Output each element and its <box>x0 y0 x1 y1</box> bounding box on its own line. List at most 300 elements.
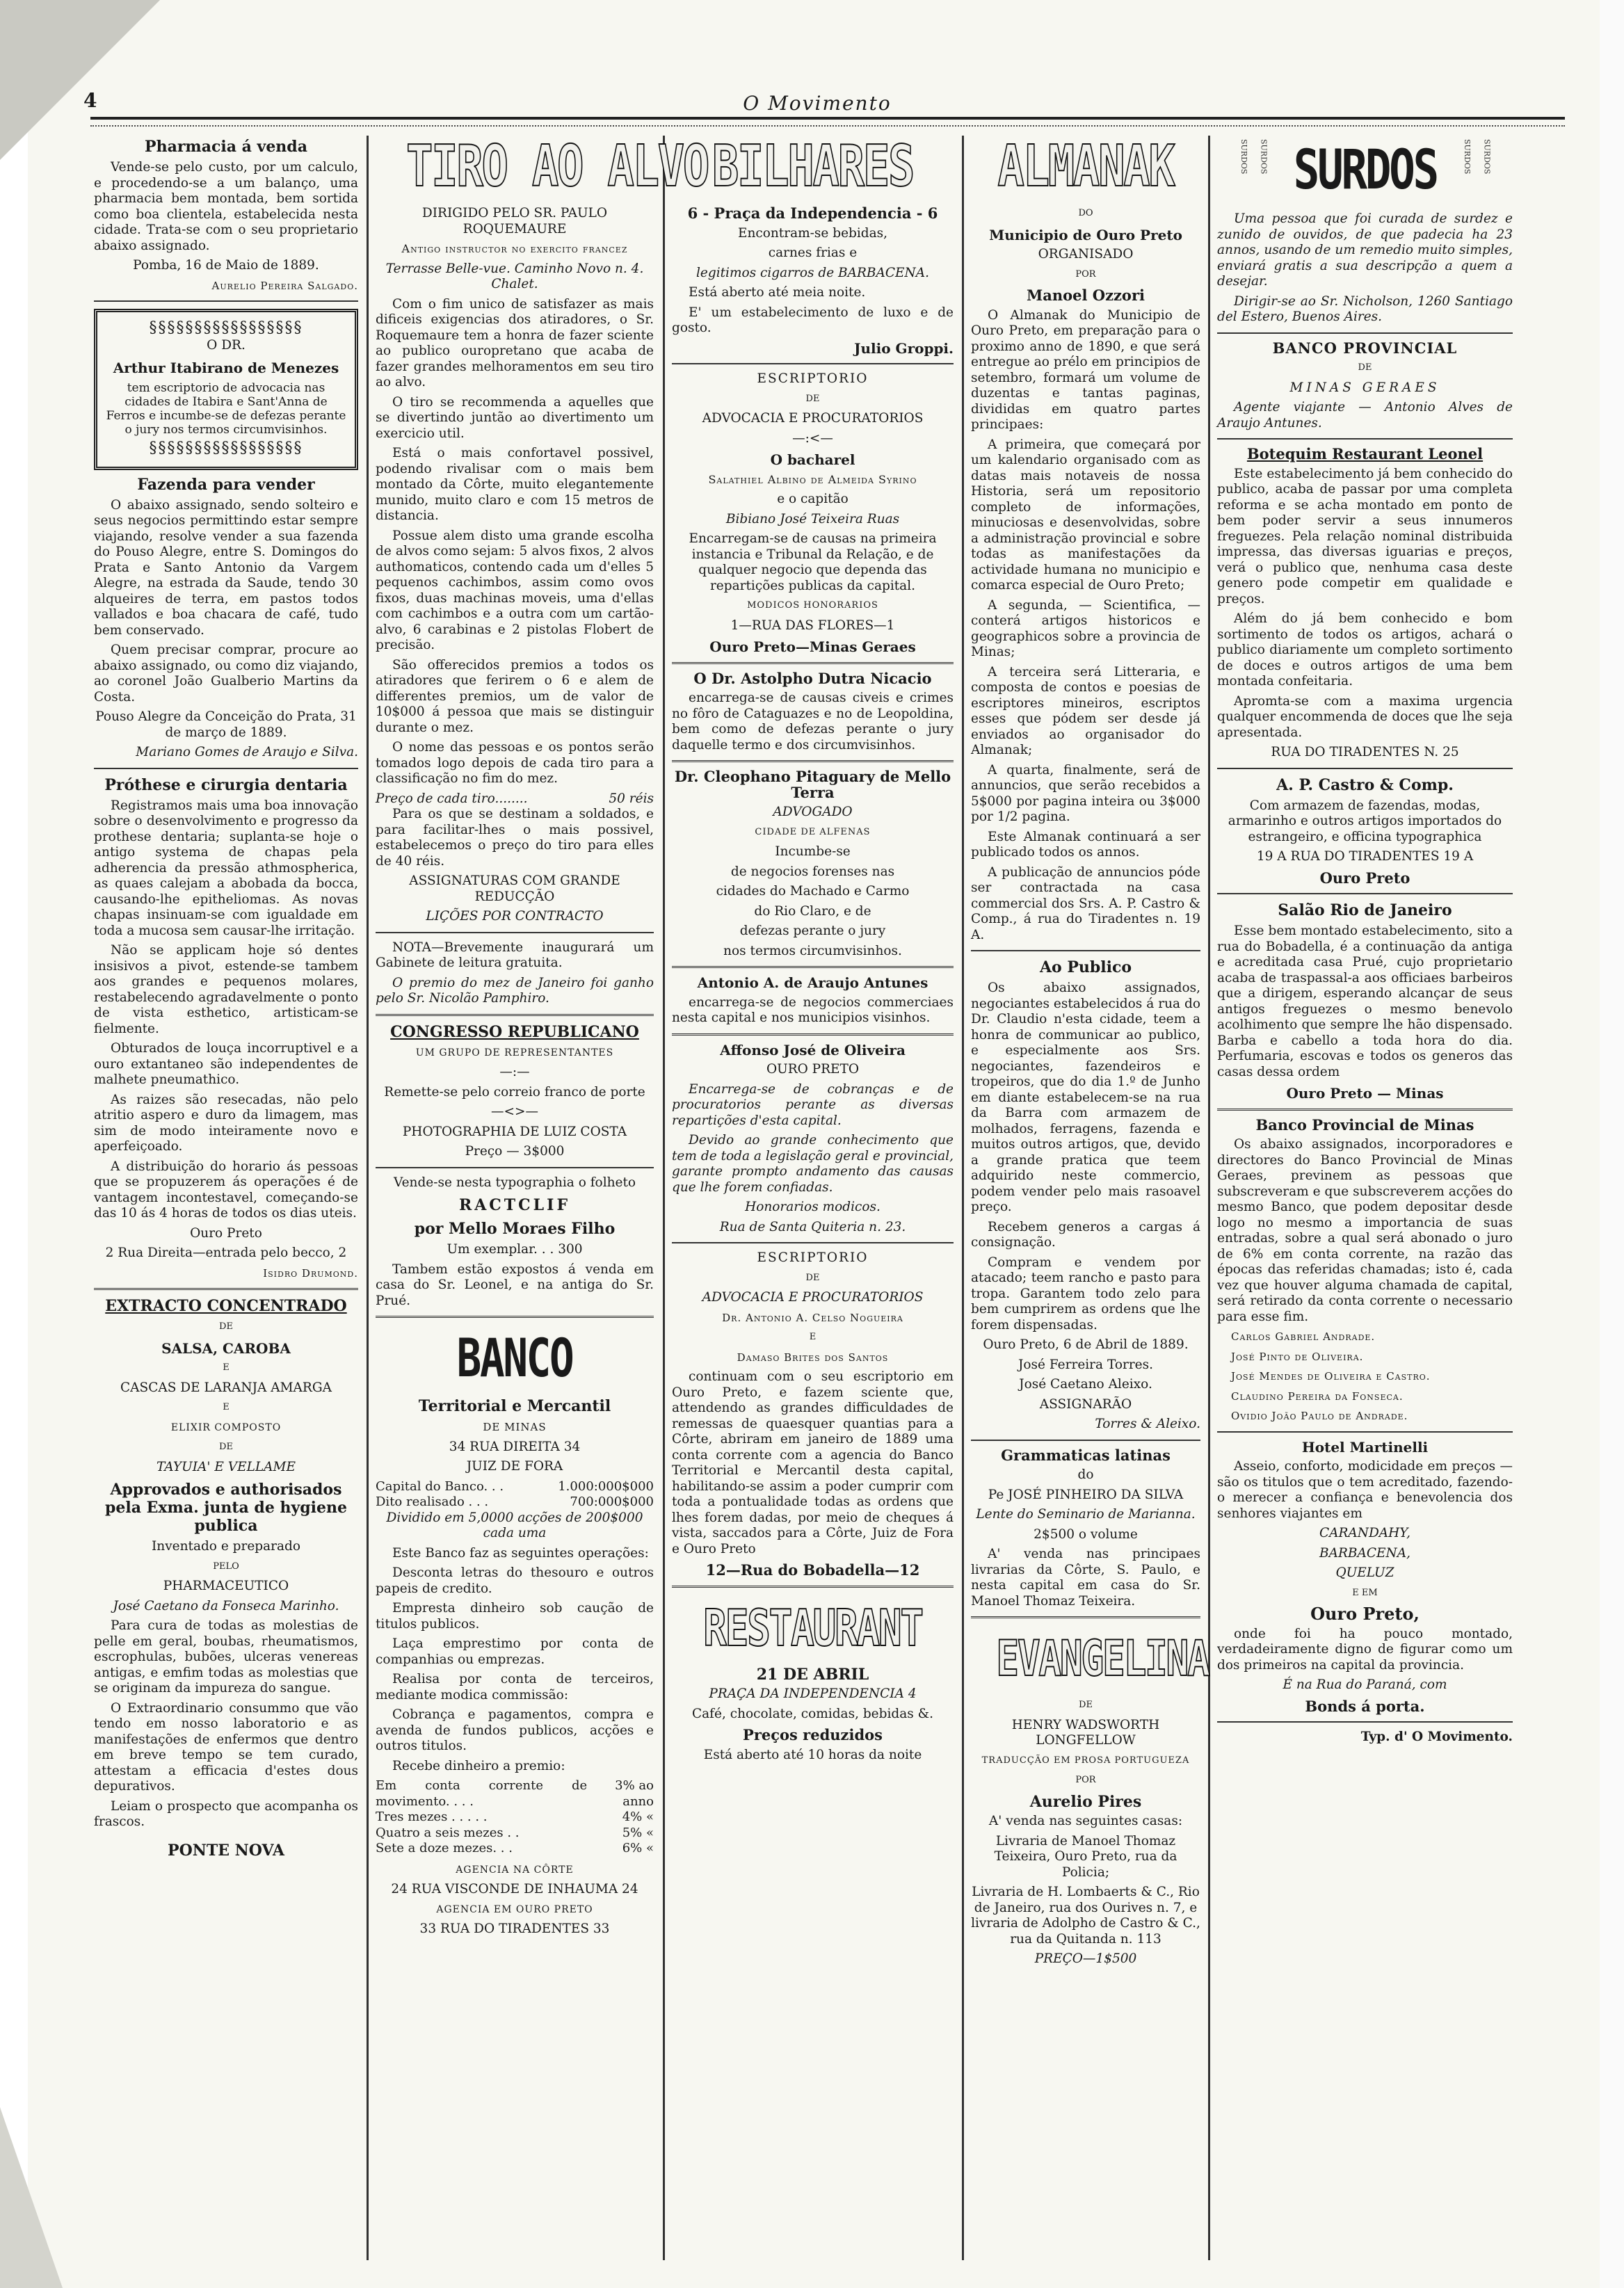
ad-text: de negocios forenses nas <box>730 864 895 879</box>
ad-text: JUIZ DE FORA <box>466 1459 563 1474</box>
ad-title: Pharmacia á venda <box>145 138 307 156</box>
table-cell: Tres mezes . . . . . <box>376 1810 488 1824</box>
ad-text: Bibiano José Teixeira Ruas <box>725 511 900 526</box>
ad-text: Café, chocolate, comidas, bebidas &. <box>692 1706 933 1721</box>
ad-body: O premio do mez de Janeiro foi ganho pelo Sr. Nicolão Pamphiro. <box>376 975 654 1006</box>
ad-text: RUA DO TIRADENTES N. 25 <box>1271 745 1459 759</box>
ad-body: A terceira será Litteraria, e composta de contos e poesias de escriptores mineiros, escriptos esses que pódem ser desde já enviados ao organisador do Almanak; <box>971 664 1200 757</box>
divider <box>1217 332 1513 334</box>
ad-text: MINAS GERAES <box>1289 380 1440 395</box>
ad-text: A' venda nas seguintes casas: <box>988 1814 1183 1828</box>
ad-signature: José Caetano Aleixo. <box>1019 1377 1152 1392</box>
ad-text: ELIXIR COMPOSTO <box>170 1421 282 1433</box>
ad-signature: Julio Groppi. <box>854 339 954 357</box>
ad-text: Encontram-se bebidas, <box>737 225 888 241</box>
divider <box>1217 1109 1513 1111</box>
ad-grammaticas <box>971 1448 1200 1610</box>
ad-text: DE <box>1079 1700 1093 1710</box>
ad-text: E <box>223 1362 230 1373</box>
ad-body: Encarrega-se de cobranças e de procuratorios perante as diversas repartições d'esta capital. <box>672 1081 954 1128</box>
ad-text: CIDADE DE ALFENAS <box>755 826 871 837</box>
ad-title: ESCRIPTORIO <box>757 1250 869 1265</box>
ad-text: PRAÇA DA INDEPENDENCIA 4 <box>709 1686 917 1701</box>
ad-text: ORGANISADO <box>1038 247 1134 261</box>
ad-od: O DR. <box>207 337 246 353</box>
side-label: SURDOS <box>1482 139 1492 175</box>
ad-text: TAYUIA' E VELLAME <box>156 1459 296 1474</box>
ad-body: Quem precisar comprar, procure ao abaixo assignado, ou como diz viajando, ao coronel João Gualberio Martins da Costa. <box>94 643 358 704</box>
ad-text: SALSA, CAROBA <box>161 1339 291 1357</box>
ad-title: CONGRESSO REPUBLICANO <box>390 1022 639 1041</box>
ad-body: Asseio, conforto, modicidade em preços — são os titulos que o tem acreditado, fazendo-o merecer a confiança e benevolencia dos senhores viajantes em <box>1217 1459 1513 1521</box>
ad-text: carnes frias e <box>768 245 858 260</box>
divider <box>1217 438 1513 440</box>
ad-text: PHOTOGRAPHIA DE LUIZ COSTA <box>402 1124 627 1139</box>
divider <box>1217 893 1513 894</box>
divider <box>376 1014 654 1016</box>
ad-body: São offerecidos premios a todos os atiradores que ferirem o 6 e alem de differentes premios, um de valor de 10$000 á pessoa que mais se distinguir durante o mez. <box>376 657 654 735</box>
ad-text: do <box>1077 1467 1094 1482</box>
ad-display-title: ALMANAK <box>997 134 1174 200</box>
ad-text: nos termos circumvisinhos. <box>723 943 902 958</box>
ad-text: ADVOCACIA E PROCURATORIOS <box>702 1290 924 1305</box>
ad-text: 34 RUA DIREITA 34 <box>449 1439 581 1454</box>
ad-body: Compram e vendem por atacado; teem rancho e pasto para tropa. Garantem todo zelo para bem cumprirem as ordens que lhe forem dispensadas. <box>971 1255 1200 1332</box>
ad-place: Ouro Preto <box>190 1225 262 1241</box>
ad-body: Para os que se destinam a soldados, e para facilitar-lhes o mais possivel, estabelecemos o preço do tiro para elles de 40 réis. <box>376 807 654 869</box>
ad-subtitle: O bacharel <box>770 451 855 468</box>
ad-signature: Ovidio João Paulo de Andrade. <box>1231 1410 1408 1422</box>
ad-text: Um exemplar. . . 300 <box>447 1242 583 1257</box>
ad-body: Recebem generos a cargas á consignação. <box>971 1219 1200 1250</box>
ad-text: TRADUCÇÃO EM PROSA PORTUGUEZA <box>981 1755 1190 1766</box>
ad-text: ADVOGADO <box>773 805 853 819</box>
scan-margin <box>1600 0 1624 2288</box>
column-rule <box>1208 136 1210 2260</box>
table-cell: Capital do Banco. . . <box>376 1479 504 1494</box>
ad-text: HENRY WADSWORTH LONGFELLOW <box>1011 1717 1160 1748</box>
ad-title: Arthur Itabirano de Menezes <box>113 360 339 376</box>
ad-body: Tambem estão expostos á venda em casa do Sr. Leonel, e na antiga do Sr. Prué. <box>376 1262 654 1308</box>
ad-body: Apromta-se com a maxima urgencia qualquer encommenda de doces que lhe seja apresentada. <box>1217 693 1513 740</box>
ad-text: 24 RUA VISCONDE DE INHAUMA 24 <box>391 1882 638 1896</box>
column-rule <box>962 136 964 2260</box>
ad-body: Dirigir-se ao Sr. Nicholson, 1260 Santiago del Estero, Buenos Aires. <box>1217 293 1513 324</box>
ad-text: BARBACENA, <box>1319 1545 1410 1561</box>
table-cell: 6% « <box>622 1841 654 1855</box>
ad-title: Grammaticas latinas <box>1001 1446 1171 1464</box>
ad-text: Damaso Brites dos Santos <box>737 1351 889 1364</box>
table-cell: Em conta corrente de movimento. . . . <box>376 1778 588 1809</box>
ad-title: Affonso José de Oliveira <box>720 1041 906 1058</box>
ornament-border: §§§§§§§§§§§§§§§§§ <box>149 319 303 337</box>
ad-body: A' venda nas principaes livrarias da Côrte, S. Paulo, e nesta capital em casa do Sr. Manoel Thomaz Teixeira. <box>971 1547 1200 1609</box>
column-1 <box>94 132 358 2260</box>
ad-title: EXTRACTO CONCENTRADO <box>105 1297 347 1315</box>
price-value: 50 réis <box>609 791 654 806</box>
ad-subtitle: Ouro Preto <box>1319 869 1410 887</box>
ad-place: Pouso Alegre da Conceição do Prata, 31 de março de 1889. <box>95 709 357 740</box>
ad-title: SURDOS <box>1293 139 1437 202</box>
ad-body: Para cura de todas as molestias de pelle em geral, boubas, rheumatismos, escrophulas, bubões, ulceras venereas antigas, e emfim todas as molestias que se originam da impureza do sangue. <box>94 1618 358 1695</box>
ad-text: AGENCIA EM OURO PRETO <box>436 1903 593 1915</box>
ad-fazenda <box>94 476 358 761</box>
ad-body: A segunda, — Scientifica, — conterá artigos historicos e geographicos sobre a provincia de Minas; <box>971 597 1200 659</box>
ad-text: MODICOS HONORARIOS <box>747 600 878 611</box>
ad-text: DE <box>805 393 820 404</box>
ad-text: ASSIGNATURAS COM GRANDE REDUCÇÃO <box>409 873 620 904</box>
ad-pharmacia <box>94 138 358 293</box>
divider <box>971 950 1200 951</box>
ad-title: ESCRIPTORIO <box>757 371 869 386</box>
ad-subtitle: Ouro Preto — Minas <box>1286 1085 1444 1102</box>
ad-body: Empresta dinheiro sob caução de titulos publicos. <box>376 1601 654 1632</box>
ad-text: Incumbe-se <box>775 844 851 859</box>
ad-signature: Aurelio Pereira Salgado. <box>211 279 358 292</box>
table-cell: Quatro a seis mezes . . <box>376 1825 520 1840</box>
column-4 <box>971 132 1209 2260</box>
ad-body: E' um estabelecimento de luxo e de gosto. <box>672 305 954 335</box>
ad-body: tem escriptorio de advocacia nas cidades de Itabira e Sant'Anna de Ferros e incumbe-se de defezas perante o jury nos termos circumvisinhos. <box>106 381 346 437</box>
ad-body: NOTA—Brevemente inaugurará um Gabinete de leitura gratuita. <box>376 940 654 970</box>
ad-escriptorio-1 <box>672 371 954 655</box>
ad-text: Pe JOSÉ PINHEIRO DA SILVA <box>988 1487 1184 1502</box>
ad-subtitle: Approvados e authorisados pela Exma. junta de hygiene publica <box>105 1481 347 1535</box>
table-cell: 700:000$000 <box>570 1495 654 1509</box>
ad-tiro <box>376 134 709 1007</box>
ad-signature: José Ferreira Torres. <box>1018 1357 1153 1372</box>
side-label: SURDOS <box>1259 139 1269 175</box>
ad-title: Antonio A. de Araujo Antunes <box>697 974 928 991</box>
ad-banco-provincial <box>1217 341 1513 432</box>
ad-display-title: BANCO <box>456 1327 573 1389</box>
ad-body: Os abaixo assignados, negociantes estabelecidos á rua do Dr. Claudio n'esta cidade, teem a honra de communicar ao publico, e especialmente aos Srs. negociantes, fazendeiros e tropeiros, que do dia 1.º de Junho em diante estabelecem-se na rua da Barra com armazem de molhados, ferragens, fazenda e muitos outros artigos, que, devido a grande pratica que teem adquirido neste commercio, podem vender pelo mais rasoavel preço. <box>971 981 1200 1214</box>
ad-salao <box>1217 901 1513 1102</box>
ad-text: Terrasse Belle-vue. Caminho Novo n. 4. Chalet. <box>385 261 644 291</box>
ad-evangelina <box>971 1625 1209 1967</box>
ad-body: O tiro se recommenda a aquelles que se divertindo juntão ao divertimento um exercicio util. <box>376 394 654 441</box>
ad-subtitle: Ouro Preto, <box>1310 1604 1420 1624</box>
ad-text: do Rio Claro, e de <box>754 903 871 919</box>
ad-text: Inventado e preparado <box>151 1539 301 1554</box>
ad-text: QUELUZ <box>1335 1565 1394 1580</box>
ad-cleophano <box>672 769 954 959</box>
ad-text: 1—RUA DAS FLORES—1 <box>730 618 895 633</box>
ad-text: cidades do Machado e Carmo <box>716 884 910 899</box>
ad-body: Cobrança e pagamentos, compra e avenda de fundos publicos, acções e outros titulos. <box>376 1707 654 1753</box>
ad-restaurant <box>672 1595 954 1764</box>
ad-bilhares <box>672 134 954 356</box>
ad-title: Banco Provincial de Minas <box>1255 1115 1474 1134</box>
ad-text: Está aberto até 10 horas da noite <box>703 1747 922 1762</box>
column-3 <box>672 132 954 2260</box>
ad-text: PHARMACEUTICO <box>163 1579 289 1593</box>
capital-table <box>376 1479 654 1510</box>
ad-body: Este Banco faz as seguintes operações: <box>392 1545 649 1561</box>
ad-text: E <box>809 1332 817 1342</box>
ad-prothese <box>94 776 358 1282</box>
ad-display-title: RESTAURANT <box>703 1598 922 1657</box>
ad-body: Vende-se pelo custo, por um calculo, e procedendo-se a um balanço, uma pharmacia bem montada, bem sortida como boa clientela, estabelecida nesta cidade. Trata-se com o seu proprietario abaixo assignado. <box>94 160 358 253</box>
ad-body: Este Almanak continuará a ser publicado todos os annos. <box>971 829 1200 860</box>
newspaper-title: O Movimento <box>743 92 892 115</box>
ad-text: PREÇO—1$500 <box>1034 1951 1137 1966</box>
ad-body: O Almanak do Municipio de Ouro Preto, em preparação para o proximo anno de 1890, e que será entregue ao prélo em principios de setembro, formará um volume de duzentas e tantas paginas, divididas em quatro partes principaes: <box>971 307 1200 432</box>
ad-signature: Claudino Pereira da Fonseca. <box>1231 1389 1404 1403</box>
ad-text: CASCAS DE LARANJA AMARGA <box>120 1380 332 1395</box>
ad-banco <box>376 1325 654 1937</box>
ad-text: É na Rua do Paraná, com <box>1283 1677 1447 1692</box>
ad-text: Vende-se nesta typographia o folheto <box>393 1175 636 1190</box>
page-header <box>83 89 1551 117</box>
column-5 <box>1217 132 1513 2260</box>
ad-body: As raizes são resecadas, não pelo atritio aspero e duro da limagem, mas sim de modo inteiramente novo e aperfeiçoado. <box>94 1092 358 1154</box>
ad-title: Ao Publico <box>1039 958 1132 976</box>
ad-subtitle: Aurelio Pires <box>1029 1792 1142 1811</box>
ad-body: Agente viajante — Antonio Alves de Araujo Antunes. <box>1217 400 1513 430</box>
ad-body: O nome das pessoas e os pontos serão tomados logo depois de cada tiro para a classificação no fim do mez. <box>376 740 654 786</box>
divider <box>376 932 654 933</box>
divider <box>94 300 358 302</box>
table-row <box>376 1479 654 1495</box>
ad-body: Realisa por conta de terceiros, mediante modica commissão: <box>376 1672 654 1702</box>
divider <box>1217 768 1513 769</box>
ad-text: DO <box>1078 208 1093 218</box>
ornament-border: §§§§§§§§§§§§§§§§§ <box>149 440 303 457</box>
ad-text: DE <box>219 1442 233 1452</box>
ad-text: E <box>223 1402 230 1412</box>
ad-affonso <box>672 1042 954 1236</box>
ad-title: Fazenda para vender <box>137 475 315 494</box>
ad-subtitle: Territorial e Mercantil <box>418 1397 611 1415</box>
divider <box>672 1242 954 1243</box>
ad-body: Com o fim unico de satisfazer as mais dificeis exigencias dos atiradores, o Sr. Roquemaure tem a honra de fazer sciente ao publico ouropretano que acaba de fazer grandes melhoramentos em seu tiro ao alvo. <box>376 296 654 389</box>
divider <box>1217 1431 1513 1433</box>
ad-text: Lente do Seminario de Marianna. <box>976 1507 1196 1522</box>
divider <box>971 1616 1200 1618</box>
ad-congresso <box>376 1023 654 1160</box>
divider <box>94 768 358 769</box>
ad-arthur <box>94 309 358 470</box>
ad-extracto <box>94 1297 358 1860</box>
ad-body: Além do já bem conhecido e bom sortimento de todos os artigos, achará o publico diariamente um completo sortimento de doces e outros artigos de uma bem montada confeitaria. <box>1217 611 1513 688</box>
ad-hotel <box>1217 1440 1513 1715</box>
table-cell: 4% « <box>622 1810 654 1824</box>
ad-title: Botequim Restaurant Leonel <box>1246 445 1484 462</box>
rates-table <box>376 1778 654 1857</box>
ad-body: Com armazem de fazendas, modas, armarinho e outros artigos importados do estrangeiro, e officina typographica <box>1228 798 1502 844</box>
ad-subtitle: por Mello Moraes Filho <box>414 1220 616 1238</box>
ad-text: E EM <box>1352 1587 1378 1598</box>
ad-text: 19 A RUA DO TIRADENTES 19 A <box>1256 849 1474 864</box>
ad-body: Este estabelecimento já bem conhecido do publico, acaba de passar por uma completa reforma e se acha montado em ponto de bem poder servir a seus innumeros freguezes. Pela relação nominal distribuida impressa, das diversas iguarias e preços, verá o publico que, nenhuma casa deste genero pode competir em qualidade e preços. <box>1217 466 1513 606</box>
ad-text: Dividido em 5,0000 acções de 200$000 cada uma <box>386 1510 643 1540</box>
ad-body: Não se applicam hoje só dentes insisivos a pivot, estende-se tambem aos grandes e pequenos molares, restabelecendo agradavelmente o ponto de vista esthetico, artisticam-se fielmente. <box>94 943 358 1036</box>
ad-signature: José Pinto de Oliveira. <box>1231 1350 1364 1363</box>
divider <box>672 662 954 664</box>
ad-body: A publicação de annuncios póde ser contractada na casa commercial dos Srs. A. P. Castro & Comp., á rua do Tiradentes n. 19 A. <box>971 864 1200 942</box>
divider <box>971 1440 1200 1441</box>
ad-signature: Isidro Drumond. <box>263 1266 358 1280</box>
divider <box>672 760 954 762</box>
ad-text: Livraria de H. Lombaerts & C., Rio de Janeiro, rua dos Ourives n. 7, e livraria de Adolpho de Castro & C., rua da Quitanda n. 113 <box>971 1885 1200 1947</box>
column-rule <box>367 136 369 2260</box>
ad-text: —:— <box>499 1065 530 1079</box>
ad-body: Está o mais confortavel possivel, podendo rivalisar com o mais bem montado da Côrte, muito elegantemente munido, muito claro e com 15 metros de distancia. <box>376 446 654 523</box>
ad-signature: José Mendes de Oliveira e Castro. <box>1231 1370 1431 1383</box>
ad-body: A primeira, que começará por um kalendario organisado com as datas mais notaveis de nossa Historia, será um repositorio completo de informações, minuciosas e desenvolvidas, sobre a administração provincial e sobre todas as manifestações da actividade humana no municipio e comarca especial de Ouro Preto; <box>971 437 1200 593</box>
ad-display-title <box>1217 139 1513 202</box>
price-label: Preço de cada tiro........ <box>376 791 528 806</box>
ad-text: Rua de Santa Quiteria n. 23. <box>719 1219 906 1234</box>
table-cell: Dito realisado . . . <box>376 1495 489 1509</box>
ad-body: Leiam o prospecto que acompanha os frascos. <box>94 1798 358 1829</box>
ad-body: Registramos mais uma boa innovação sobre o desenvolvimento e progresso da prothese dentaria; suplanta-se hoje o antigo systema de chapas pela adherencia da pressão athmospherica, as quaes calejam a abobada da bocca, causando-lhe epitheliomas. As novas chapas insinuam-se com igualdade em toda a mucosa sem causar-lhe irritação. <box>94 798 358 938</box>
torn-corner <box>0 2107 63 2288</box>
ad-text: POR <box>1075 268 1096 280</box>
ad-text: —:<— <box>792 430 833 446</box>
ad-subtitle: 6 - Praça da Independencia - 6 <box>687 204 938 222</box>
ad-body: Recebe dinheiro a premio: <box>392 1758 565 1773</box>
table-cell: 5% « <box>622 1825 654 1840</box>
ad-title: A. P. Castro & Comp. <box>1276 775 1454 794</box>
side-label: SURDOS <box>1462 139 1472 175</box>
table-cell: Sete a doze mezes. . . <box>376 1841 513 1855</box>
ad-signature: Torres & Aleixo. <box>1095 1417 1200 1431</box>
ad-title: Hotel Martinelli <box>1301 1438 1429 1456</box>
price-row <box>376 791 654 807</box>
ad-body: Esse bem montado estabelecimento, sito a rua do Bobadella, é a continuação da antiga e acreditada casa Prué, cujo proprietario acaba de traspassal-a aos officiaes barbeiros que a dirigem, esperando alcançar de seus antigos freguezes o mesmo benevolo acolhimento que sempre lhe hão dispensado. Barba e cabello a toda hora do dia. Perfumaria, escovas e todos os generos das casas dessa ordem <box>1217 924 1513 1079</box>
divider <box>672 363 954 364</box>
ad-text: AGENCIA NA CÔRTE <box>456 1864 574 1876</box>
ad-place: Pomba, 16 de Maio de 1889. <box>133 258 319 273</box>
ad-body: Possue alem disto uma grande escolha de alvos como sejam: 5 alvos fixos, 2 alvos authomaticos, contendo cada um d'elles 5 pequenos cachimbos, assim como ovos fixos, duas machinas moveis, uma d'ellas com cachimbos e a outra com um cartão-alvo, 6 carabinas e 2 pistolas Flobert de precisão. <box>376 528 654 652</box>
ad-text: UM GRUPO DE REPRESENTANTES <box>415 1047 614 1058</box>
divider <box>94 1288 358 1290</box>
column-2 <box>376 132 709 2260</box>
printer-imprint: Typ. d' O Movimento. <box>1360 1730 1513 1744</box>
ad-title: Dr. Cleophano Pitaguary de Mello Terra <box>674 768 951 801</box>
ad-body: Laça emprestimo por conta de companhias ou emprezas. <box>376 1636 654 1667</box>
ad-publico <box>971 958 1200 1433</box>
ad-surdos <box>1217 139 1513 325</box>
ad-text: Honorarios modicos. <box>745 1200 881 1214</box>
ad-display-title: BILHARES <box>711 134 914 200</box>
ad-title: BANCO PROVINCIAL <box>1272 339 1458 357</box>
ad-body: O Extraordinario consummo que vão tendo em nosso laboratorio e as manifestações de enfermos que dentro em breve tempo se tem curado, attestam a efficacia d'estes dous depurativos. <box>94 1700 358 1794</box>
side-label: SURDOS <box>1239 139 1249 175</box>
ad-antonio <box>672 975 954 1026</box>
divider <box>672 1033 954 1036</box>
ad-text: CARANDAHY, <box>1319 1526 1411 1540</box>
ad-text: OURO PRETO <box>766 1062 860 1077</box>
page-number: 4 <box>83 89 99 112</box>
ad-text: POR <box>1075 1775 1096 1785</box>
ad-body: encarrega-se de negocios commerciaes nesta capital e nos municipios visinhos. <box>672 994 954 1025</box>
divider <box>672 966 954 968</box>
ad-body: continuam com o seu escriptorio em Ouro Preto, e fazem sciente que, attendendo as grandes difficuldades de remessas de quaesquer quantias para a Côrte, abriram em janeiro de 1889 uma conta corrente com a agencia do Banco Territorial e Mercantil desta capital, habilitando-se assim a poder cumprir com toda a pontualidade todas as ordens que lhes forem dadas, por meio de cheques á vista, saccados para a Côrte, Juiz de Fora e Ouro Preto <box>672 1369 954 1556</box>
ad-text: LIÇÕES POR CONTRACTO <box>426 909 604 924</box>
ad-place: Ouro Preto, 6 de Abril de 1889. <box>983 1337 1189 1352</box>
ad-text: Livraria de Manoel Thomaz Teixeira, Ouro Preto, rua da Policia; <box>994 1833 1177 1880</box>
table-cell: 3% ao anno <box>615 1778 654 1809</box>
divider <box>376 1167 654 1168</box>
ad-body: O abaixo assignado, sendo solteiro e seus negocios permittindo estar sempre viajando, resolve vender a sua fazenda do Pouso Alegre, entre S. Domingos do Prata e Santo Antonio da Vargem Alegre, na estrada da Saude, tendo 30 alqueires de terra, em pastos todos vallados e boa chacara de café, tudo bem conservado. <box>94 497 358 638</box>
ad-text: ADVOCACIA E PROCURATORIOS <box>702 411 924 426</box>
divider <box>376 1316 654 1318</box>
ad-title: RACTCLIF <box>458 1196 571 1214</box>
ad-body: Devido ao grande conhecimento que tem de toda a legislação geral e provincial, garante prompto andamento das causas que lhe forem confiadas. <box>672 1133 954 1195</box>
ad-escriptorio-2 <box>672 1250 954 1579</box>
ad-text: Antigo instructor no exercito francez <box>401 242 628 255</box>
ad-title: Próthese e cirurgia dentaria <box>104 775 348 794</box>
ad-subtitle: 12—Rua do Bobadella—12 <box>705 1561 920 1579</box>
table-row <box>376 1495 654 1510</box>
ad-text: DIRIGIDO PELO SR. PAULO ROQUEMAURE <box>421 206 608 236</box>
ad-body: A quarta, finalmente, será de annuncios, que serão recebidos a 5$000 por pagina inteira ou 3$000 por 1/2 pagina. <box>971 762 1200 824</box>
ad-text: e o capitão <box>777 492 849 506</box>
ad-body: Desconta letras do thesouro e outros papeis de credito. <box>376 1565 654 1596</box>
ad-text: defezas perante o jury <box>739 924 886 938</box>
ad-text: DE <box>219 1321 233 1332</box>
table-row <box>376 1810 654 1826</box>
ad-astolpho <box>672 671 954 754</box>
ad-text: 2$500 o volume <box>1034 1526 1138 1542</box>
ad-body: A distribuição do horario ás pessoas que se propuzerem ás operações é de vantagem incontestavel, começando-se das 10 ás 4 horas de todos os dias uteis. <box>94 1159 358 1220</box>
ad-banco-provincial-2 <box>1217 1115 1513 1424</box>
ad-raclif <box>376 1175 654 1310</box>
ad-footer: PONTE NOVA <box>168 1841 284 1860</box>
ad-subtitle: Ouro Preto—Minas Geraes <box>709 638 916 655</box>
ad-botequim <box>1217 446 1513 761</box>
ad-subtitle: Bonds á porta. <box>1305 1697 1425 1715</box>
ad-text: Salathiel Albino de Almeida Syrino <box>708 472 917 486</box>
ad-subtitle: 21 DE ABRIL <box>756 1665 869 1684</box>
ad-body: onde foi ha pouco montado, verdadeiramente digno de figurar como um dos primeiros na capital da provincia. <box>1217 1626 1513 1673</box>
ad-text: PELO <box>213 1561 239 1572</box>
ad-signature: Carlos Gabriel Andrade. <box>1231 1330 1376 1343</box>
ad-signature: Mariano Gomes de Araujo e Silva. <box>136 745 358 759</box>
ad-text: —<>— <box>490 1104 538 1119</box>
ad-text: José Caetano da Fonseca Marinho. <box>113 1598 339 1613</box>
ad-text: DE <box>1358 362 1372 373</box>
table-row <box>376 1841 654 1857</box>
ad-subtitle: Municipio de Ouro Preto <box>989 226 1182 243</box>
ad-body: encarrega-se de causas civeis e crimes no fôro de Cataguazes e no de Leopoldina, bem como de defezas perante o jury daquelle termo e dos circumvisinhos. <box>672 691 954 752</box>
ad-body: Obturados de louça incorruptivel e a ouro extantaneo são independentes de malhete pneumathico. <box>94 1041 358 1087</box>
ad-text: Dr. Antonio A. Celso Nogueira <box>722 1311 903 1324</box>
ad-text: DE MINAS <box>483 1421 547 1433</box>
ad-display-title: TIRO AO ALVO <box>406 134 709 200</box>
table-row <box>376 1778 654 1810</box>
ad-text: DE <box>805 1272 820 1283</box>
ad-almanak <box>971 134 1200 943</box>
ad-text: ASSIGNARÃO <box>1039 1396 1132 1412</box>
ad-text: legitimos cigarros de BARBACENA. <box>696 265 929 280</box>
table-cell: 1.000:000$000 <box>558 1479 654 1494</box>
ad-body: Está aberto até meia noite. <box>689 285 866 300</box>
divider <box>1217 1721 1513 1723</box>
ad-text: Remette-se pelo correio franco de porte <box>384 1084 645 1099</box>
ad-subtitle: Manoel Ozzori <box>1027 287 1145 304</box>
ad-address: 2 Rua Direita—entrada pelo becco, 2 <box>105 1246 347 1260</box>
ad-display-title: EVANGELINA <box>996 1630 1209 1687</box>
ad-subtitle: Preços reduzidos <box>743 1726 883 1743</box>
ad-body: Uma pessoa que foi curada de surdez e zunido de ouvidos, de que padecia ha 23 annos, usando de um remedio muito simples, enviará gratis a sua descripção a quem a desejar. <box>1217 211 1513 289</box>
divider <box>672 1586 954 1588</box>
ad-title: O Dr. Astolpho Dutra Nicacio <box>693 669 932 687</box>
ad-title: Salão Rio de Janeiro <box>1278 901 1452 919</box>
